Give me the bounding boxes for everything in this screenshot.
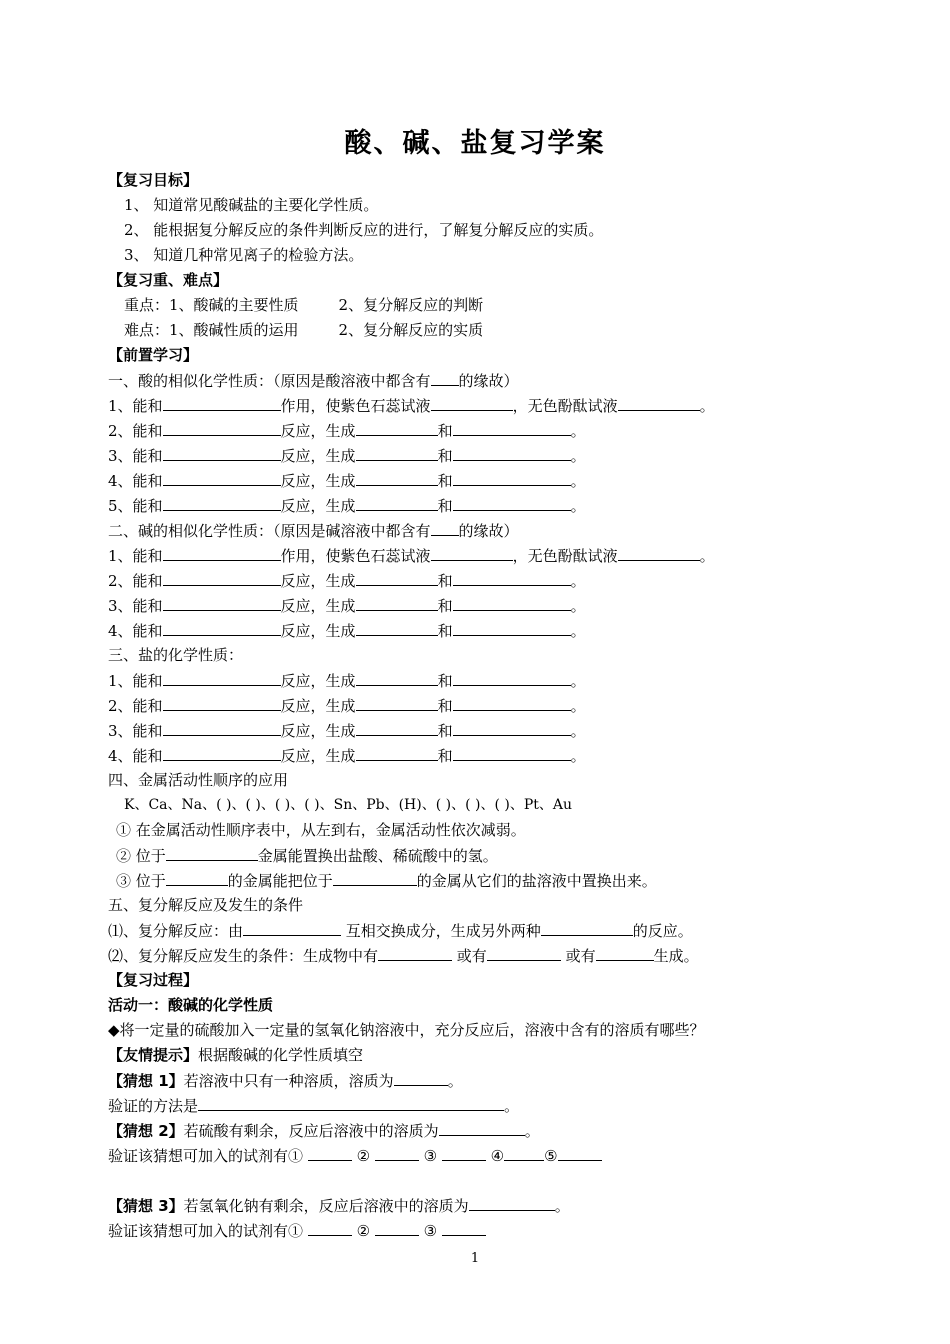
blank-field[interactable] — [356, 693, 438, 711]
blank-field[interactable] — [163, 693, 281, 711]
blank-field[interactable] — [166, 868, 228, 886]
blank-field[interactable] — [453, 418, 571, 436]
section-heading-preview: 【前置学习】 — [108, 346, 199, 364]
acid-intro: 一、酸的相似化学性质：（原因是酸溶液中都含有 的缘故） — [108, 368, 519, 393]
acid-property-row: 5、能和 反应，生成 和 。 — [108, 493, 586, 518]
blank-field[interactable] — [163, 418, 281, 436]
blank-field[interactable] — [163, 568, 281, 586]
section-heading-goals: 【复习目标】 — [108, 171, 199, 189]
blank-field[interactable] — [442, 1143, 486, 1161]
blank-field[interactable] — [356, 668, 438, 686]
blank-field[interactable] — [431, 518, 459, 536]
blank-field[interactable] — [356, 743, 438, 761]
blank-field[interactable] — [308, 1218, 352, 1236]
base-property-row: 2、能和 反应，生成 和 。 — [108, 568, 586, 593]
salt-property-row: 3、能和 反应，生成 和 。 — [108, 718, 586, 743]
blank-field[interactable] — [487, 943, 561, 961]
blank-field[interactable] — [163, 718, 281, 736]
blank-field[interactable] — [453, 693, 571, 711]
acid-property-row: 3、能和 反应，生成 和 。 — [108, 443, 586, 468]
blank-field[interactable] — [163, 618, 281, 636]
verify-method-1: 验证的方法是 。 — [108, 1093, 519, 1118]
blank-field[interactable] — [453, 468, 571, 486]
goal-item: 1、 知道常见酸碱盐的主要化学性质。 — [124, 196, 379, 214]
key-points-line: 重点：1、酸碱的主要性质 2、复分解反应的判断 — [124, 296, 484, 314]
blank-field[interactable] — [356, 718, 438, 736]
friendly-tip: 【友情提示】根据酸碱的化学性质填空 — [108, 1046, 364, 1064]
base-property-row: 3、能和 反应，生成 和 。 — [108, 593, 586, 618]
blank-field[interactable] — [618, 393, 700, 411]
salt-property-row: 2、能和 反应，生成 和 。 — [108, 693, 586, 718]
blank-field[interactable] — [453, 668, 571, 686]
blank-field[interactable] — [163, 668, 281, 686]
salt-property-row: 4、能和 反应，生成 和 。 — [108, 743, 586, 768]
section-heading-key-points: 【复习重、难点】 — [108, 271, 229, 289]
goal-item: 3、 知道几种常见离子的检验方法。 — [124, 246, 364, 264]
blank-field[interactable] — [431, 368, 459, 386]
goal-item: 2、 能根据复分解反应的条件判断反应的进行，了解复分解反应的实质。 — [124, 221, 604, 239]
base-intro: 二、碱的相似化学性质：（原因是碱溶液中都含有 的缘故） — [108, 518, 519, 543]
blank-field[interactable] — [504, 1143, 544, 1161]
acid-property-row: 4、能和 反应，生成 和 。 — [108, 468, 586, 493]
blank-field[interactable] — [442, 1218, 486, 1236]
blank-field[interactable] — [356, 443, 438, 461]
blank-field[interactable] — [453, 618, 571, 636]
verify-reagents-2: 验证该猜想可加入的试剂有① ② ③ ④ ⑤ — [108, 1143, 602, 1168]
blank-field[interactable] — [356, 568, 438, 586]
difficult-points-line: 难点：1、酸碱性质的运用 2、复分解反应的实质 — [124, 321, 484, 339]
blank-field[interactable] — [243, 918, 341, 936]
metathesis-definition: ⑴、复分解反应：由 互相交换成分，生成另外两种 的反应。 — [108, 918, 693, 943]
blank-field[interactable] — [431, 543, 513, 561]
metal-point-2: ② 位于 金属能置换出盐酸、稀硫酸中的氢。 — [116, 843, 498, 868]
acid-property-1: 1、能和 作用，使紫色石蕊试液 ，无色酚酞试液 。 — [108, 393, 715, 418]
blank-field[interactable] — [453, 493, 571, 511]
blank-field[interactable] — [163, 468, 281, 486]
blank-field[interactable] — [308, 1143, 352, 1161]
blank-field[interactable] — [453, 443, 571, 461]
blank-field[interactable] — [431, 393, 513, 411]
blank-field[interactable] — [163, 493, 281, 511]
page-number: 1 — [470, 1251, 480, 1266]
base-property-1: 1、能和 作用，使紫色石蕊试液 ，无色酚酞试液 。 — [108, 543, 715, 568]
blank-field[interactable] — [558, 1143, 602, 1161]
blank-field[interactable] — [163, 543, 281, 561]
blank-field[interactable] — [163, 443, 281, 461]
metathesis-conditions: ⑵、复分解反应发生的条件：生成物中有 或有 或有 生成。 — [108, 943, 699, 968]
blank-field[interactable] — [541, 918, 633, 936]
blank-field[interactable] — [163, 393, 281, 411]
blank-field[interactable] — [375, 1143, 419, 1161]
blank-field[interactable] — [596, 943, 654, 961]
blank-field[interactable] — [356, 468, 438, 486]
section-heading-process: 【复习过程】 — [108, 971, 199, 989]
blank-field[interactable] — [163, 593, 281, 611]
blank-field[interactable] — [618, 543, 700, 561]
blank-field[interactable] — [453, 568, 571, 586]
blank-field[interactable] — [163, 743, 281, 761]
blank-field[interactable] — [356, 618, 438, 636]
verify-reagents-3: 验证该猜想可加入的试剂有① ② ③ — [108, 1218, 486, 1243]
blank-field[interactable] — [453, 743, 571, 761]
blank-field[interactable] — [378, 943, 452, 961]
blank-field[interactable] — [356, 493, 438, 511]
metal-point-3: ③ 位于 的金属能把位于 的金属从它们的盐溶液中置换出来。 — [116, 868, 657, 893]
metal-intro: 四、金属活动性顺序的应用 — [108, 771, 289, 789]
blank-field[interactable] — [469, 1193, 555, 1211]
metal-series: K、Ca、Na、( )、( )、( )、( )、Sn、Pb、(H)、( )、( )、( )、Pt、Au — [124, 797, 573, 813]
base-property-row: 4、能和 反应，生成 和 。 — [108, 618, 586, 643]
blank-field[interactable] — [333, 868, 417, 886]
blank-field[interactable] — [394, 1068, 448, 1086]
page-title: 酸、碱、盐复习学案 — [344, 128, 606, 159]
blank-field[interactable] — [356, 593, 438, 611]
metathesis-intro: 五、复分解反应及发生的条件 — [108, 896, 304, 914]
blank-field[interactable] — [375, 1218, 419, 1236]
salt-intro: 三、盐的化学性质： — [108, 646, 244, 664]
guess-3: 【猜想 3】若氢氧化钠有剩余，反应后溶液中的溶质为 。 — [108, 1193, 570, 1218]
guess-2: 【猜想 2】若硫酸有剩余，反应后溶液中的溶质为 。 — [108, 1118, 540, 1143]
question-text: ◆将一定量的硫酸加入一定量的氢氧化钠溶液中，充分反应后，溶液中含有的溶质有哪些？ — [108, 1021, 705, 1039]
blank-field[interactable] — [439, 1118, 525, 1136]
blank-field[interactable] — [356, 418, 438, 436]
activity-heading: 活动一：酸碱的化学性质 — [108, 996, 274, 1014]
metal-point-1: ① 在金属活动性顺序表中，从左到右，金属活动性依次减弱。 — [116, 821, 526, 839]
salt-property-row: 1、能和 反应，生成 和 。 — [108, 668, 586, 693]
blank-field[interactable] — [166, 843, 258, 861]
acid-property-row: 2、能和 反应，生成 和 。 — [108, 418, 586, 443]
blank-field[interactable] — [198, 1093, 504, 1111]
blank-field[interactable] — [453, 718, 571, 736]
guess-1: 【猜想 1】若溶液中只有一种溶质，溶质为 。 — [108, 1068, 463, 1093]
blank-field[interactable] — [453, 593, 571, 611]
